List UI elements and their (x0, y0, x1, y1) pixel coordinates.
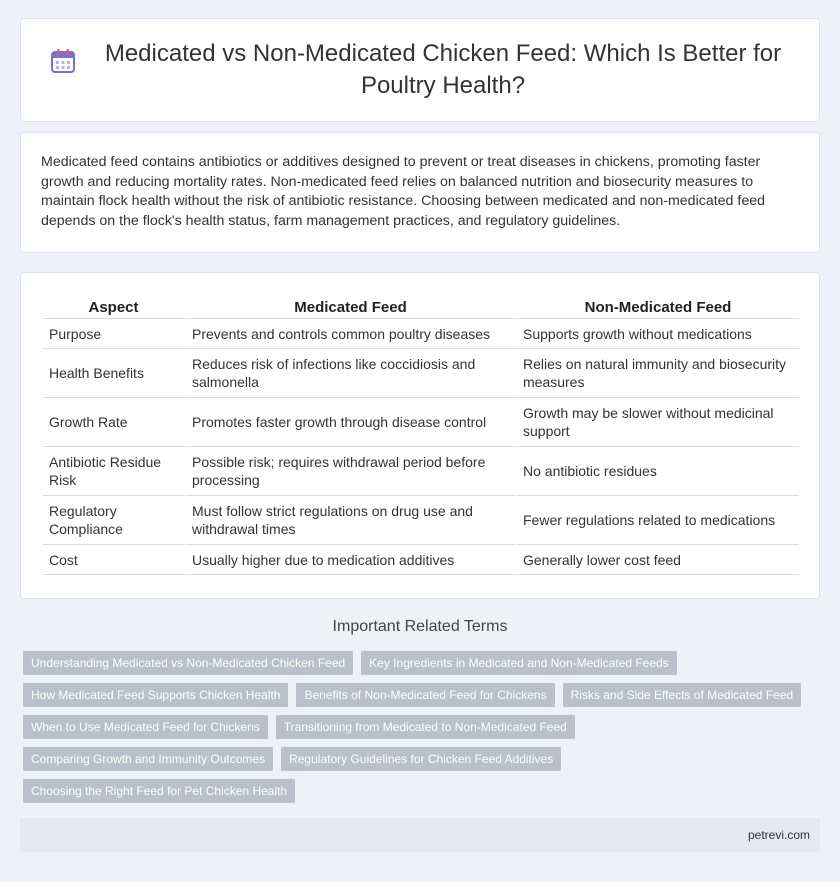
related-term-tag[interactable]: Choosing the Right Feed for Pet Chicken Health (23, 779, 295, 803)
related-terms-title: Important Related Terms (332, 618, 508, 635)
table-cell: Cost (43, 545, 184, 575)
header-medicated: Medicated Feed (184, 295, 515, 319)
related-terms-list (23, 651, 823, 811)
related-term-tag[interactable]: How Medicated Feed Supports Chicken Health (23, 683, 288, 707)
calendar-icon (50, 48, 76, 74)
tag-row (23, 651, 823, 675)
comparison-table (43, 295, 799, 575)
related-term-tag[interactable]: When to Use Medicated Feed for Chickens (23, 715, 268, 739)
tag-row (23, 683, 823, 707)
table-cell: Possible risk; requires withdrawal period before processing (184, 447, 515, 496)
table-row (43, 349, 799, 398)
table-row (43, 398, 799, 447)
table-cell: Promotes faster growth through disease control (184, 398, 515, 447)
table-cell: Fewer regulations related to medications (515, 496, 799, 545)
table-cell: Usually higher due to medication additives (184, 545, 515, 575)
footer-site-link[interactable]: petrevi.com (747, 828, 810, 842)
table-cell: Growth Rate (43, 398, 184, 447)
table-header-row (43, 295, 799, 319)
comparison-card (20, 272, 820, 599)
table-cell: No antibiotic residues (515, 447, 799, 496)
table-cell: Generally lower cost feed (515, 545, 799, 575)
table-row (43, 545, 799, 575)
related-term-tag[interactable]: Benefits of Non-Medicated Feed for Chickens (296, 683, 554, 707)
tag-row (23, 779, 823, 803)
table-cell: Antibiotic Residue Risk (43, 447, 184, 496)
table-cell: Supports growth without medications (515, 319, 799, 349)
related-term-tag[interactable]: Comparing Growth and Immunity Outcomes (23, 747, 273, 771)
intro-text: Medicated feed contains antibiotics or additives designed to prevent or treat diseases in chickens, promoting faster growth and reducing mortality rates. Non-medicated feed relies on balanced nutrition and biosecurity measures to maintain flock health without the risk of antibiotic resistance. Choosing between medicated and non-medicated feed depends on the flock's health status, farm management practices, and regulatory guidelines. (41, 154, 765, 229)
related-term-tag[interactable]: Risks and Side Effects of Medicated Feed (563, 683, 802, 707)
table-cell: Purpose (43, 319, 184, 349)
tag-row (23, 747, 823, 771)
table-cell: Regulatory Compliance (43, 496, 184, 545)
tag-row (23, 715, 823, 739)
table-row (43, 319, 799, 349)
related-term-tag[interactable]: Key Ingredients in Medicated and Non-Medicated Feeds (361, 651, 677, 675)
related-term-tag[interactable]: Transitioning from Medicated to Non-Medicated Feed (276, 715, 575, 739)
intro-card (20, 132, 820, 253)
table-cell: Growth may be slower without medicinal support (515, 398, 799, 447)
table-cell: Prevents and controls common poultry diseases (184, 319, 515, 349)
table-cell: Health Benefits (43, 349, 184, 398)
page-title: Medicated vs Non-Medicated Chicken Feed: Which Is Better for Poultry Health? (104, 40, 782, 99)
table-cell: Reduces risk of infections like coccidiosis and salmonella (184, 349, 515, 398)
footer (20, 818, 820, 852)
table-cell: Relies on natural immunity and biosecurity measures (515, 349, 799, 398)
header-non-medicated: Non-Medicated Feed (515, 295, 799, 319)
table-row (43, 496, 799, 545)
related-term-tag[interactable]: Understanding Medicated vs Non-Medicated Chicken Feed (23, 651, 353, 675)
header-aspect: Aspect (43, 295, 184, 319)
related-term-tag[interactable]: Regulatory Guidelines for Chicken Feed Additives (281, 747, 561, 771)
table-row (43, 447, 799, 496)
table-cell: Must follow strict regulations on drug use and withdrawal times (184, 496, 515, 545)
header-card (20, 18, 820, 122)
